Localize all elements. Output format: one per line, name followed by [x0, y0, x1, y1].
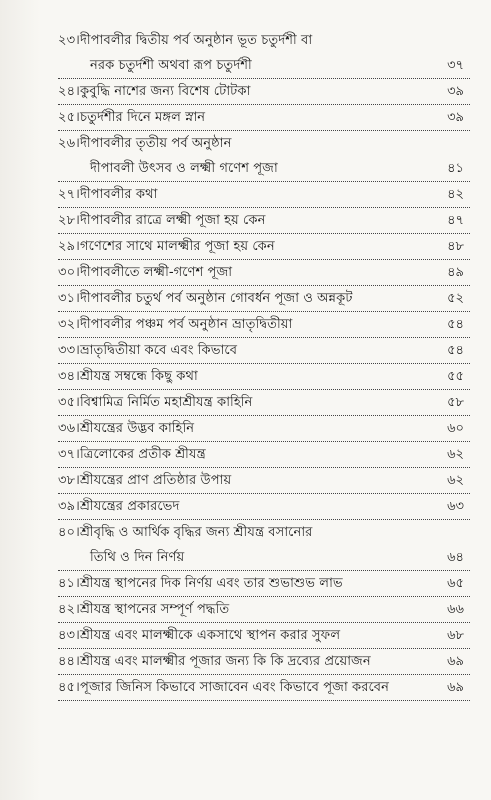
toc-entry-number: ৩৪। [58, 369, 80, 384]
toc-entry-line [58, 79, 470, 104]
toc-entry-title: শ্রীযন্ত্র স্থাপনের দিক নির্ণয় এবং তার শুভাশুভ লাভ [80, 576, 343, 591]
toc-entry-number: ২৬। [58, 136, 80, 151]
toc-entry-line [58, 494, 470, 519]
toc-entry-page-number: ৪১ [447, 161, 464, 176]
toc-entry-title: দীপাবলীর চতুর্থ পর্ব অনুষ্ঠান গোবর্ধন পূজা ও অন্নকূট [80, 291, 353, 306]
toc-entry-page-number: ৫৫ [447, 369, 464, 384]
toc-entry-title: শ্রীবৃদ্ধি ও আর্থিক বৃদ্ধির জন্য শ্রীযন্ত্র বসানোর [80, 525, 313, 540]
toc-entry [58, 520, 470, 571]
toc-entry [58, 468, 470, 494]
toc-entry-title: দীপাবলী উৎসব ও লক্ষ্মী গণেশ পূজা [90, 161, 278, 176]
toc-entry-number: ৩৯। [58, 499, 80, 514]
toc-entry-page-number: ৬৪ [447, 550, 464, 565]
toc-entry-page-number: ৫২ [447, 291, 464, 306]
toc-entry-title: দীপাবলীর তৃতীয় পর্ব অনুষ্ঠান [80, 136, 232, 151]
toc-entry-page-number: ৬২ [447, 447, 464, 462]
toc-entry [58, 312, 470, 338]
toc-entry-line [58, 468, 470, 493]
toc-entry-number: ২৭। [58, 187, 80, 202]
toc-entry-title: শ্রীযন্ত্র স্থাপনের সম্পূর্ণ পদ্ধতি [80, 602, 230, 617]
toc-entry-number: ২৫। [58, 110, 80, 125]
toc-entry-page-number: ৬৮ [447, 628, 464, 643]
toc-entry-page-number: ৩৯ [447, 110, 464, 125]
toc-entry-number: ৪৫। [58, 680, 80, 695]
toc-entry-page-number: ৫৮ [447, 395, 464, 410]
toc-entry-number: ৩৩। [58, 343, 80, 358]
toc-entry-line [58, 390, 470, 415]
toc-entry-number: ৪৩। [58, 628, 80, 643]
table-of-contents [58, 28, 470, 701]
toc-entry-line [58, 312, 470, 337]
toc-entry-title: শ্রীযন্ত্র এবং মালক্ষ্মীর পূজার জন্য কি কি দ্রব্যের প্রয়োজন [80, 654, 371, 669]
toc-entry-line [58, 260, 470, 285]
toc-entry-page-number: ৪৯ [447, 265, 464, 280]
toc-entry-title: বিশ্বামিত্র নির্মিত মহাশ্রীযন্ত্র কাহিনি [80, 395, 253, 410]
toc-entry-number: ৪২। [58, 602, 80, 617]
toc-entry-number: ৪১। [58, 576, 80, 591]
toc-entry-number: ৩৮। [58, 473, 80, 488]
toc-entry [58, 390, 470, 416]
toc-entry-line [58, 286, 470, 311]
toc-entry-page-number: ৬৬ [447, 602, 464, 617]
toc-entry [58, 494, 470, 520]
toc-entry-line [58, 675, 470, 700]
toc-entry-line [58, 520, 470, 545]
toc-entry-page-number: ৩৯ [447, 84, 464, 99]
toc-entry [58, 28, 470, 79]
toc-entry-title: কুবুদ্ধি নাশের জন্য বিশেষ টোটকা [80, 84, 251, 99]
toc-entry [58, 182, 470, 208]
toc-entry-title: শ্রীযন্ত্রের প্রকারভেদ [80, 499, 180, 514]
toc-entry [58, 364, 470, 390]
toc-entry-line [58, 182, 470, 207]
toc-entry-number: ২৩। [58, 33, 80, 48]
toc-entry-title: পূজার জিনিস কিভাবে সাজাবেন এবং কিভাবে পূজা করবেন [80, 680, 389, 695]
toc-entry-page-number: ৪৮ [447, 239, 464, 254]
toc-entry-line [58, 364, 470, 389]
toc-entry [58, 131, 470, 182]
toc-entry [58, 649, 470, 675]
toc-entry-page-number: ৪২ [447, 187, 464, 202]
toc-entry-line [58, 442, 470, 467]
toc-entry-page-number: ৬৩ [447, 499, 464, 514]
toc-entry [58, 105, 470, 131]
toc-entry-page-number: ৬৯ [447, 680, 464, 695]
toc-entry [58, 623, 470, 649]
toc-entry-page-number: ৩৭ [447, 58, 464, 73]
toc-entry [58, 675, 470, 701]
toc-entry-page-number: ৬২ [447, 473, 464, 488]
toc-entry-number: ৪০। [58, 525, 80, 540]
toc-entry-title: শ্রীযন্ত্রের উদ্ভব কাহিনি [80, 421, 195, 436]
toc-entry-page-number: ৬৯ [447, 654, 464, 669]
toc-entry-title: গণেশের সাথে মালক্ষ্মীর পূজা হয় কেন [80, 239, 275, 254]
toc-entry-line [58, 28, 470, 53]
toc-entry-number: ২৪। [58, 84, 80, 99]
toc-entry-title: শ্রীযন্ত্র সম্বন্ধে কিছু কথা [80, 369, 198, 384]
toc-entry-line [58, 416, 470, 441]
toc-entry-line [58, 649, 470, 674]
toc-entry [58, 208, 470, 234]
toc-entry-line [58, 208, 470, 233]
toc-entry-number: ৪৪। [58, 654, 80, 669]
toc-entry-title: শ্রীযন্ত্র এবং মালক্ষ্মীকে একসাথে স্থাপন করার সুফল [80, 628, 341, 643]
toc-entry-page-number: ৫৪ [447, 317, 464, 332]
toc-entry [58, 338, 470, 364]
toc-entry [58, 286, 470, 312]
toc-entry [58, 416, 470, 442]
toc-entry-title: ত্রিলোকের প্রতীক শ্রীযন্ত্র [80, 447, 206, 462]
toc-entry-continuation [58, 156, 470, 181]
toc-entry-title: তিথি ও দিন নির্ণয় [90, 550, 185, 565]
toc-entry-title: দীপাবলীতে লক্ষ্মী-গণেশ পূজা [80, 265, 233, 280]
toc-entry-number: ২৯। [58, 239, 80, 254]
toc-entry-line [58, 131, 470, 156]
toc-entry-line [58, 571, 470, 596]
toc-entry-number: ৩১। [58, 291, 80, 306]
toc-entry-number: ৩২। [58, 317, 80, 332]
toc-entry-title: ভ্রাতৃদ্বিতীয়া কবে এবং কিভাবে [80, 343, 238, 358]
toc-entry-title: চতুর্দশীর দিনে মঙ্গল স্নান [80, 110, 206, 125]
toc-entry [58, 597, 470, 623]
toc-entry-title: দীপাবলীর কথা [80, 187, 158, 202]
toc-entry-page-number: ৬০ [447, 421, 464, 436]
toc-entry-page-number: ৫৪ [447, 343, 464, 358]
toc-entry-number: ৩৭। [58, 447, 80, 462]
toc-entry-line [58, 623, 470, 648]
toc-entry-number: ২৮। [58, 213, 80, 228]
toc-entry [58, 260, 470, 286]
toc-entry-title: দীপাবলীর রাত্রে লক্ষ্মী পূজা হয় কেন [80, 213, 266, 228]
toc-entry-continuation [58, 545, 470, 570]
toc-entry [58, 234, 470, 260]
toc-entry-number: ৩৫। [58, 395, 80, 410]
toc-entry-number: ৩০। [58, 265, 80, 280]
toc-entry [58, 442, 470, 468]
toc-entry-line [58, 597, 470, 622]
toc-entry [58, 79, 470, 105]
toc-entry-title: দীপাবলীর পঞ্চম পর্ব অনুষ্ঠান ভ্রাতৃদ্বিতীয়া [80, 317, 293, 332]
toc-entry-title: শ্রীযন্ত্রের প্রাণ প্রতিষ্ঠার উপায় [80, 473, 232, 488]
toc-entry-title: নরক চতুর্দশী অথবা রূপ চতুর্দশী [90, 58, 252, 73]
toc-entry [58, 571, 470, 597]
toc-entry-continuation [58, 53, 470, 78]
toc-entry-line [58, 234, 470, 259]
toc-entry-title: দীপাবলীর দ্বিতীয় পর্ব অনুষ্ঠান ভূত চতুর্দশী বা [80, 33, 313, 48]
toc-entry-line [58, 105, 470, 130]
toc-entry-line [58, 338, 470, 363]
toc-entry-page-number: ৪৭ [447, 213, 464, 228]
toc-entry-page-number: ৬৫ [447, 576, 464, 591]
toc-entry-number: ৩৬। [58, 421, 80, 436]
